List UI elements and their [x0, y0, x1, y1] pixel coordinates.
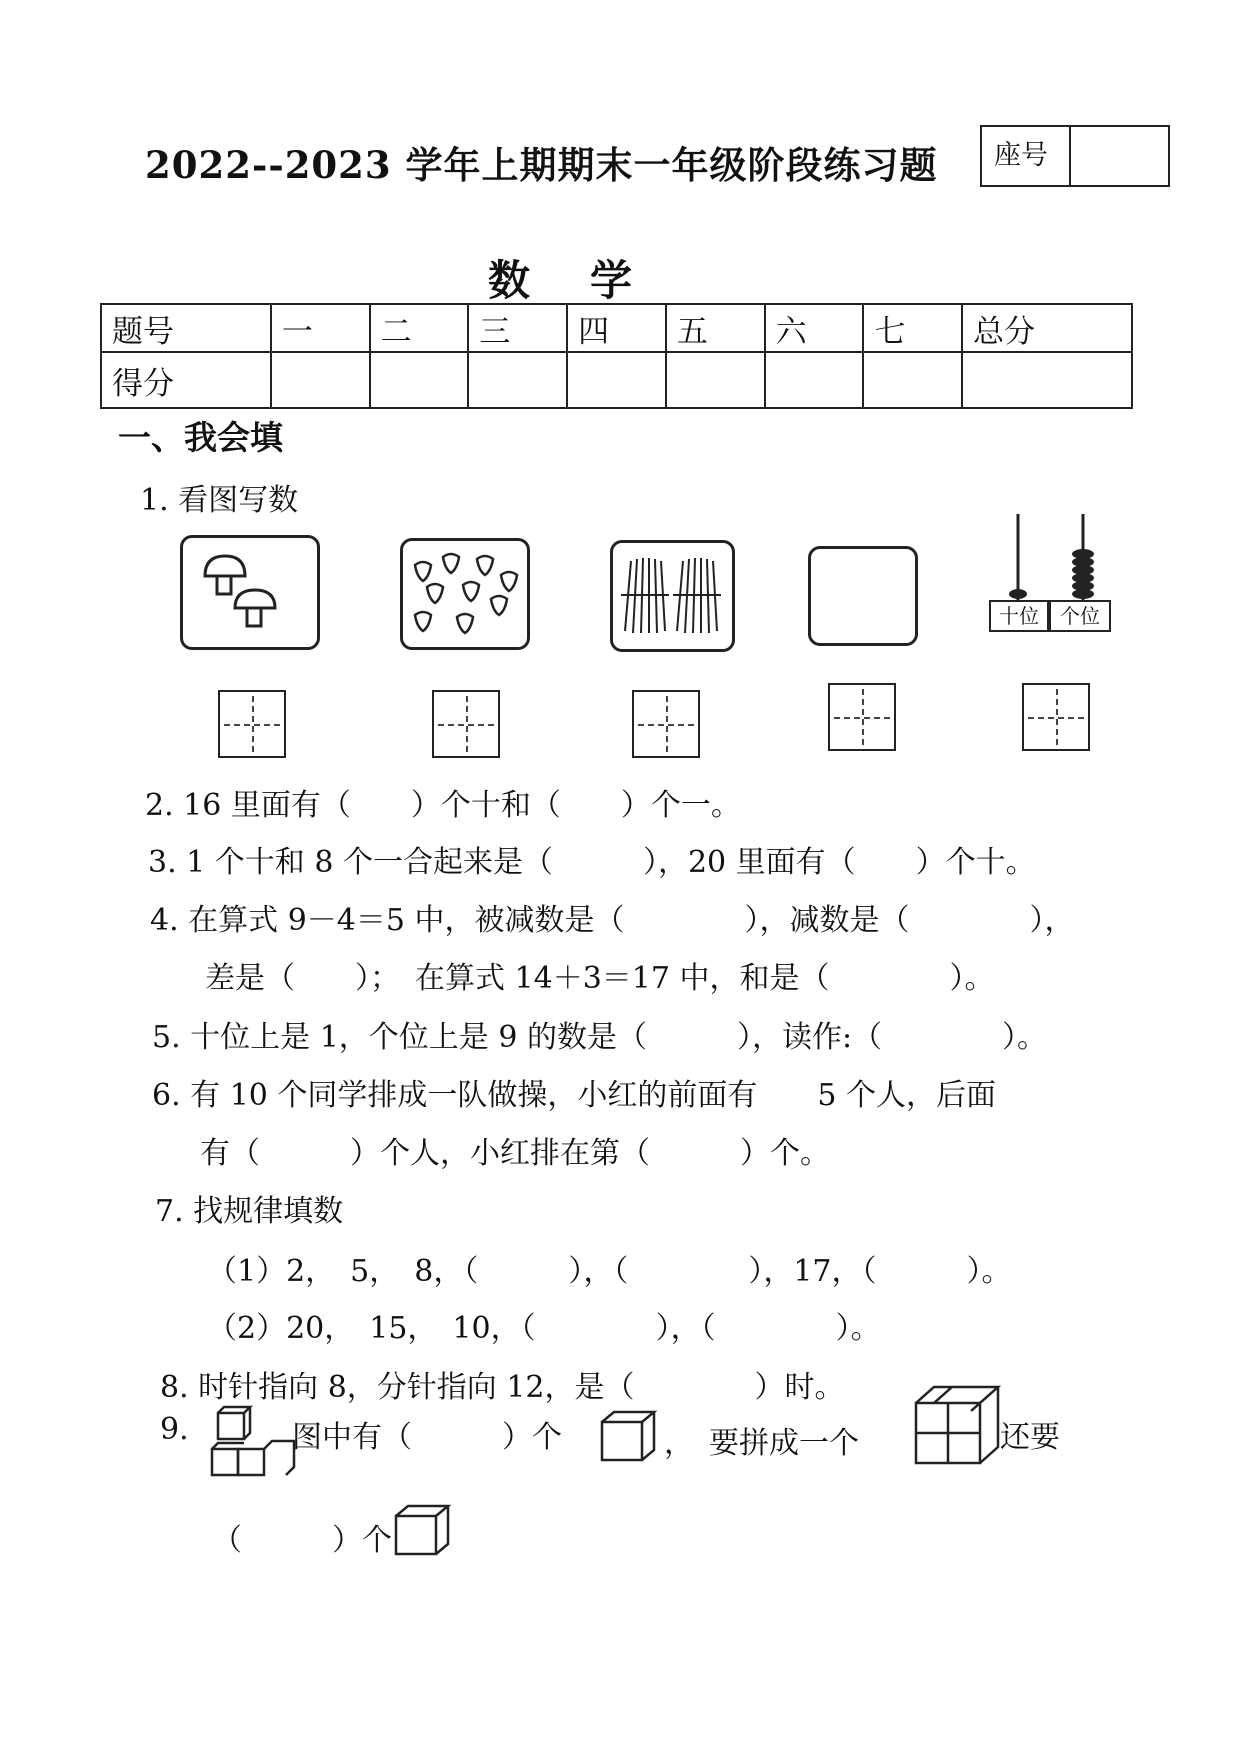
mushroom-icon — [183, 538, 317, 647]
seat-label: 座号 — [982, 127, 1071, 185]
answer-grid — [432, 690, 500, 758]
cube-icon — [598, 1408, 660, 1464]
question-4b: 差是（ ）； 在算式 14＋3＝17 中，和是（ ）。 — [205, 961, 995, 996]
picture-strawberries — [400, 538, 530, 650]
abacus — [985, 512, 1120, 637]
answer-grid — [218, 690, 286, 758]
question-1: 1. 看图写数 — [140, 483, 299, 518]
answer-grid — [632, 690, 700, 758]
score-blank-cell — [863, 352, 962, 408]
question-6a: 6. 有 10 个同学排成一队做操，小红的前面有 5 个人，后面 — [152, 1078, 997, 1113]
subject-title: 数学 — [488, 256, 693, 305]
cube-icon — [392, 1502, 452, 1558]
question-7-2: （2）20， 15， 10，（ ），（ ）。 — [207, 1311, 881, 1346]
large-cube-icon — [912, 1383, 1002, 1467]
answer-grid — [1022, 683, 1090, 751]
score-header-cell: 六 — [765, 304, 864, 352]
score-blank-cell — [271, 352, 370, 408]
question-9-part-b: ， 要拼成一个 — [664, 1426, 859, 1461]
score-header-cell: 四 — [567, 304, 666, 352]
picture-empty-frame — [808, 546, 918, 646]
score-header-cell: 五 — [666, 304, 765, 352]
cube-stack-icon — [208, 1405, 298, 1485]
question-9-part-a: 图中有（ ）个 — [292, 1420, 562, 1455]
exam-title: 2022--2023 学年上期期末一年级阶段练习题 — [145, 143, 938, 187]
question-7: 7. 找规律填数 — [155, 1194, 344, 1229]
score-header-cell: 一 — [271, 304, 370, 352]
abacus-ones-label: 个位 — [1049, 600, 1111, 632]
question-9-number: 9. — [160, 1412, 189, 1447]
picture-stick-bundles — [610, 540, 735, 652]
score-blank-cell — [962, 352, 1132, 408]
score-blank-cell — [468, 352, 567, 408]
score-header-cell: 三 — [468, 304, 567, 352]
score-header-cell: 总分 — [962, 304, 1132, 352]
question-5: 5. 十位上是 1，个位上是 9 的数是（ ），读作:（ ）。 — [152, 1020, 1048, 1055]
score-row-label: 得分 — [101, 352, 271, 408]
abacus-icon — [985, 512, 1120, 602]
score-blank-cell — [666, 352, 765, 408]
strawberry-icon — [403, 541, 527, 647]
section-heading: 一、我会填 — [118, 418, 283, 457]
answer-grid — [828, 683, 896, 751]
seat-number-box — [980, 125, 1170, 187]
question-3: 3. 1 个十和 8 个一合起来是（ ），20 里面有（ ）个十。 — [148, 845, 1036, 880]
question-7-1: （1）2， 5， 8，（ ），（ ），17，（ ）。 — [207, 1254, 1012, 1289]
picture-mushrooms — [180, 535, 320, 650]
score-blank-cell — [370, 352, 469, 408]
abacus-tens-label: 十位 — [989, 600, 1049, 632]
question-9-part-c: 还要 — [1000, 1420, 1060, 1455]
question-9-part-d: （ ）个 — [212, 1523, 392, 1558]
score-table — [100, 303, 1133, 409]
stick-bundle-icon — [613, 543, 732, 649]
question-2: 2. 16 里面有（ ）个十和（ ）个一。 — [145, 788, 741, 823]
score-blank-cell — [567, 352, 666, 408]
score-blank-cell — [765, 352, 864, 408]
score-header-cell: 题号 — [101, 304, 271, 352]
question-6b: 有（ ）个人，小红排在第（ ）个。 — [200, 1136, 830, 1171]
question-8: 8. 时针指向 8，分针指向 12，是（ ）时。 — [160, 1370, 845, 1405]
score-header-cell: 七 — [863, 304, 962, 352]
question-4a: 4. 在算式 9－4＝5 中，被减数是（ ），减数是（ ）， — [150, 903, 1075, 938]
score-header-cell: 二 — [370, 304, 469, 352]
